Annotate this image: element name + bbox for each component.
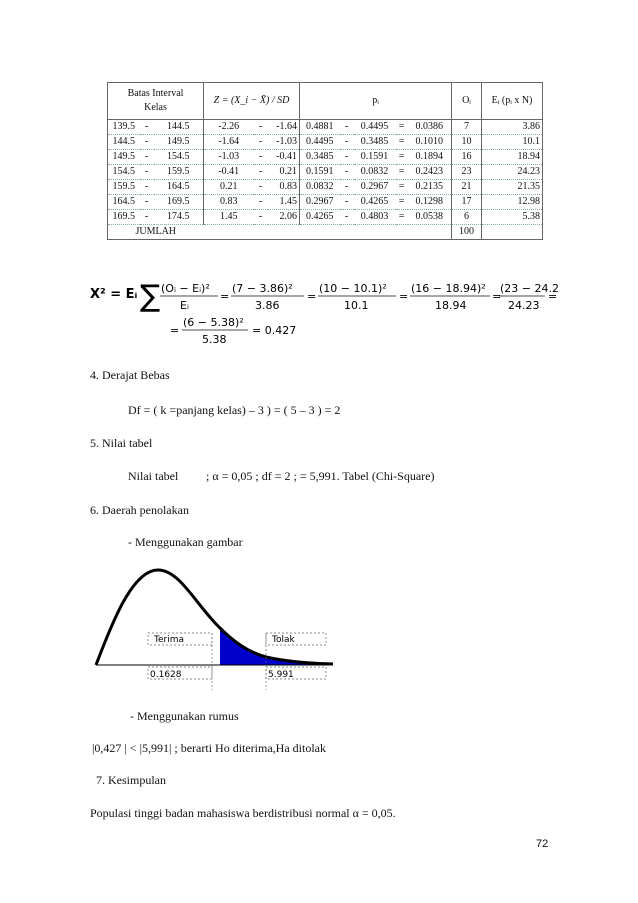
cell-z-lower: 0.83 bbox=[204, 195, 254, 210]
cell-z-lower: -0.41 bbox=[204, 165, 254, 180]
cell-equals: = bbox=[396, 195, 408, 210]
cell-observed: 6 bbox=[452, 210, 482, 225]
cell-expected: 10.1 bbox=[482, 135, 543, 150]
cell-upper-bound: 149.5 bbox=[154, 135, 204, 150]
formula-f3-num: (10 − 10.1)² bbox=[319, 282, 387, 295]
header-class-line1: Batas Interval bbox=[127, 88, 184, 99]
formula-f2-den: 3.86 bbox=[255, 299, 280, 312]
cell-z-lower: -1.03 bbox=[204, 150, 254, 165]
header-interval-class bbox=[108, 83, 204, 120]
cell-z-lower: -2.26 bbox=[204, 120, 254, 135]
cell-p-value: 0.2423 bbox=[408, 165, 452, 180]
cell-total-label: JUMLAH bbox=[108, 225, 204, 240]
cell-lower-bound: 144.5 bbox=[108, 135, 140, 150]
table-total-row bbox=[108, 225, 543, 240]
cell-p-value: 0.0386 bbox=[408, 120, 452, 135]
cell-dash: - bbox=[254, 135, 268, 150]
cell-z-upper: 2.06 bbox=[268, 210, 300, 225]
table-row bbox=[108, 210, 543, 225]
table-row bbox=[108, 165, 543, 180]
distribution-curve bbox=[96, 570, 333, 665]
section4-title: 4. Derajat Bebas bbox=[90, 368, 170, 382]
cell-expected: 18.94 bbox=[482, 150, 543, 165]
cell-z-lower: 0.21 bbox=[204, 180, 254, 195]
cell-p-upper: 0.3485 bbox=[354, 135, 396, 150]
header-expected: Eᵢ (pᵢ x N) bbox=[482, 83, 543, 120]
chi-square-table bbox=[107, 82, 542, 254]
cell-expected: 3.86 bbox=[482, 120, 543, 135]
svg-text:=: = bbox=[492, 290, 502, 303]
section7-title: 7. Kesimpulan bbox=[96, 773, 166, 787]
svg-text:=: = bbox=[170, 324, 180, 337]
formula-f5-num: (23 − 24.2 bbox=[500, 282, 559, 295]
cell-p-upper: 0.4265 bbox=[354, 195, 396, 210]
chi-square-curve bbox=[88, 560, 338, 695]
cell-observed: 16 bbox=[452, 150, 482, 165]
formula-f1-den: Eᵢ bbox=[180, 299, 189, 312]
header-probability: pᵢ bbox=[300, 83, 452, 120]
cell-equals: = bbox=[396, 150, 408, 165]
cell-observed: 23 bbox=[452, 165, 482, 180]
cell-observed: 21 bbox=[452, 180, 482, 195]
cell-dash: - bbox=[254, 165, 268, 180]
formula-svg bbox=[90, 276, 560, 352]
section6-rumus: |0,427 | < |5,991| ; berarti Ho diterima,Ha ditolak bbox=[92, 741, 326, 755]
section6-sub1: - Menggunakan gambar bbox=[128, 535, 243, 549]
cell-upper-bound: 144.5 bbox=[154, 120, 204, 135]
cell-upper-bound: 154.5 bbox=[154, 150, 204, 165]
curve-svg bbox=[88, 560, 338, 695]
formula-f4-num: (16 − 18.94)² bbox=[411, 282, 486, 295]
cell-dash: - bbox=[340, 210, 354, 225]
chi-square-formula bbox=[90, 276, 560, 352]
cell-dash: - bbox=[340, 150, 354, 165]
cell-blank bbox=[204, 225, 452, 240]
sum-icon: ∑ bbox=[140, 279, 161, 314]
frequency-table bbox=[107, 82, 543, 240]
cell-z-upper: -0.41 bbox=[268, 150, 300, 165]
cell-dash: - bbox=[254, 195, 268, 210]
cell-dash: - bbox=[340, 120, 354, 135]
cell-z-upper: -1.03 bbox=[268, 135, 300, 150]
cell-observed: 7 bbox=[452, 120, 482, 135]
cell-z-upper: -1.64 bbox=[268, 120, 300, 135]
cell-equals: = bbox=[396, 210, 408, 225]
section4-body: Df = ( k =panjang kelas) – 3 ) = ( 5 – 3 ) = 2 bbox=[128, 403, 341, 417]
section5-body: ; α = 0,05 ; df = 2 ; = 5,991. Tabel (Chi-Square) bbox=[206, 469, 435, 483]
cell-p-lower: 0.3485 bbox=[300, 150, 340, 165]
cell-p-lower: 0.4495 bbox=[300, 135, 340, 150]
cell-p-lower: 0.1591 bbox=[300, 165, 340, 180]
formula-f5-den: 24.23 bbox=[508, 299, 540, 312]
cell-p-value: 0.2135 bbox=[408, 180, 452, 195]
cell-observed: 17 bbox=[452, 195, 482, 210]
accept-value: 0.1628 bbox=[150, 670, 182, 680]
cell-upper-bound: 174.5 bbox=[154, 210, 204, 225]
cell-p-value: 0.1298 bbox=[408, 195, 452, 210]
cell-blank bbox=[482, 225, 543, 240]
cell-upper-bound: 169.5 bbox=[154, 195, 204, 210]
page-number: 72 bbox=[536, 838, 549, 850]
table-row bbox=[108, 135, 543, 150]
cell-upper-bound: 159.5 bbox=[154, 165, 204, 180]
section5-title: 5. Nilai tabel bbox=[90, 436, 153, 450]
header-class-line2: Kelas bbox=[144, 102, 167, 113]
cell-dash: - bbox=[140, 195, 154, 210]
cell-p-value: 0.1010 bbox=[408, 135, 452, 150]
cell-p-upper: 0.2967 bbox=[354, 180, 396, 195]
cell-equals: = bbox=[396, 180, 408, 195]
cell-dash: - bbox=[140, 180, 154, 195]
cell-dash: - bbox=[254, 150, 268, 165]
cell-p-lower: 0.0832 bbox=[300, 180, 340, 195]
cell-p-upper: 0.1591 bbox=[354, 150, 396, 165]
cell-expected: 21.35 bbox=[482, 180, 543, 195]
cell-dash: - bbox=[340, 135, 354, 150]
cell-z-upper: 0.83 bbox=[268, 180, 300, 195]
reject-label: Tolak bbox=[272, 635, 295, 645]
formula-lhs: X² = Eᵢ bbox=[90, 287, 138, 302]
cell-dash: - bbox=[340, 180, 354, 195]
cell-dash: - bbox=[340, 195, 354, 210]
cell-dash: - bbox=[140, 165, 154, 180]
cell-total-observed: 100 bbox=[452, 225, 482, 240]
svg-text:=: = bbox=[220, 290, 230, 303]
cell-lower-bound: 164.5 bbox=[108, 195, 140, 210]
cell-dash: - bbox=[340, 165, 354, 180]
cell-dash: - bbox=[140, 135, 154, 150]
cell-equals: = bbox=[396, 135, 408, 150]
cell-z-lower: 1.45 bbox=[204, 210, 254, 225]
cell-lower-bound: 154.5 bbox=[108, 165, 140, 180]
cell-p-lower: 0.4881 bbox=[300, 120, 340, 135]
cell-p-lower: 0.2967 bbox=[300, 195, 340, 210]
section6-title: 6. Daerah penolakan bbox=[90, 503, 189, 517]
table-row bbox=[108, 180, 543, 195]
cell-p-upper: 0.4495 bbox=[354, 120, 396, 135]
cell-lower-bound: 149.5 bbox=[108, 150, 140, 165]
formula-f1-num: (Oᵢ − Eᵢ)² bbox=[161, 282, 210, 295]
formula-f4-den: 18.94 bbox=[435, 299, 467, 312]
critical-value: 5.991 bbox=[268, 670, 294, 680]
svg-text:=: = bbox=[307, 290, 317, 303]
cell-p-value: 0.0538 bbox=[408, 210, 452, 225]
cell-equals: = bbox=[396, 165, 408, 180]
cell-observed: 10 bbox=[452, 135, 482, 150]
cell-p-lower: 0.4265 bbox=[300, 210, 340, 225]
formula-f2-num: (7 − 3.86)² bbox=[232, 282, 293, 295]
cell-upper-bound: 164.5 bbox=[154, 180, 204, 195]
table-body bbox=[108, 120, 543, 240]
cell-dash: - bbox=[140, 120, 154, 135]
section6-sub2: - Menggunakan rumus bbox=[130, 709, 239, 723]
cell-dash: - bbox=[140, 210, 154, 225]
cell-z-upper: 0.21 bbox=[268, 165, 300, 180]
formula-tail: = bbox=[548, 290, 558, 303]
section5-label: Nilai tabel bbox=[128, 469, 179, 483]
cell-dash: - bbox=[254, 210, 268, 225]
cell-z-upper: 1.45 bbox=[268, 195, 300, 210]
cell-p-upper: 0.0832 bbox=[354, 165, 396, 180]
table-row bbox=[108, 195, 543, 210]
formula-f6-num: (6 − 5.38)² bbox=[183, 316, 244, 329]
cell-expected: 12.98 bbox=[482, 195, 543, 210]
cell-p-value: 0.1894 bbox=[408, 150, 452, 165]
cell-p-upper: 0.4803 bbox=[354, 210, 396, 225]
cell-dash: - bbox=[140, 150, 154, 165]
formula-f3-den: 10.1 bbox=[344, 299, 369, 312]
accept-label: Terima bbox=[154, 635, 184, 645]
cell-dash: - bbox=[254, 180, 268, 195]
cell-lower-bound: 169.5 bbox=[108, 210, 140, 225]
header-z-formula: Z = (X_i − X̄) / SD bbox=[204, 83, 300, 120]
cell-z-lower: -1.64 bbox=[204, 135, 254, 150]
cell-equals: = bbox=[396, 120, 408, 135]
cell-lower-bound: 159.5 bbox=[108, 180, 140, 195]
formula-result: = 0.427 bbox=[252, 324, 297, 337]
section7-body: Populasi tinggi badan mahasiswa berdistribusi normal α = 0,05. bbox=[90, 806, 396, 820]
table-row bbox=[108, 150, 543, 165]
svg-text:=: = bbox=[399, 290, 409, 303]
cell-lower-bound: 139.5 bbox=[108, 120, 140, 135]
header-observed: Oᵢ bbox=[452, 83, 482, 120]
cell-dash: - bbox=[254, 120, 268, 135]
cell-expected: 24.23 bbox=[482, 165, 543, 180]
cell-expected: 5.38 bbox=[482, 210, 543, 225]
table-row bbox=[108, 120, 543, 135]
formula-f6-den: 5.38 bbox=[202, 333, 227, 346]
